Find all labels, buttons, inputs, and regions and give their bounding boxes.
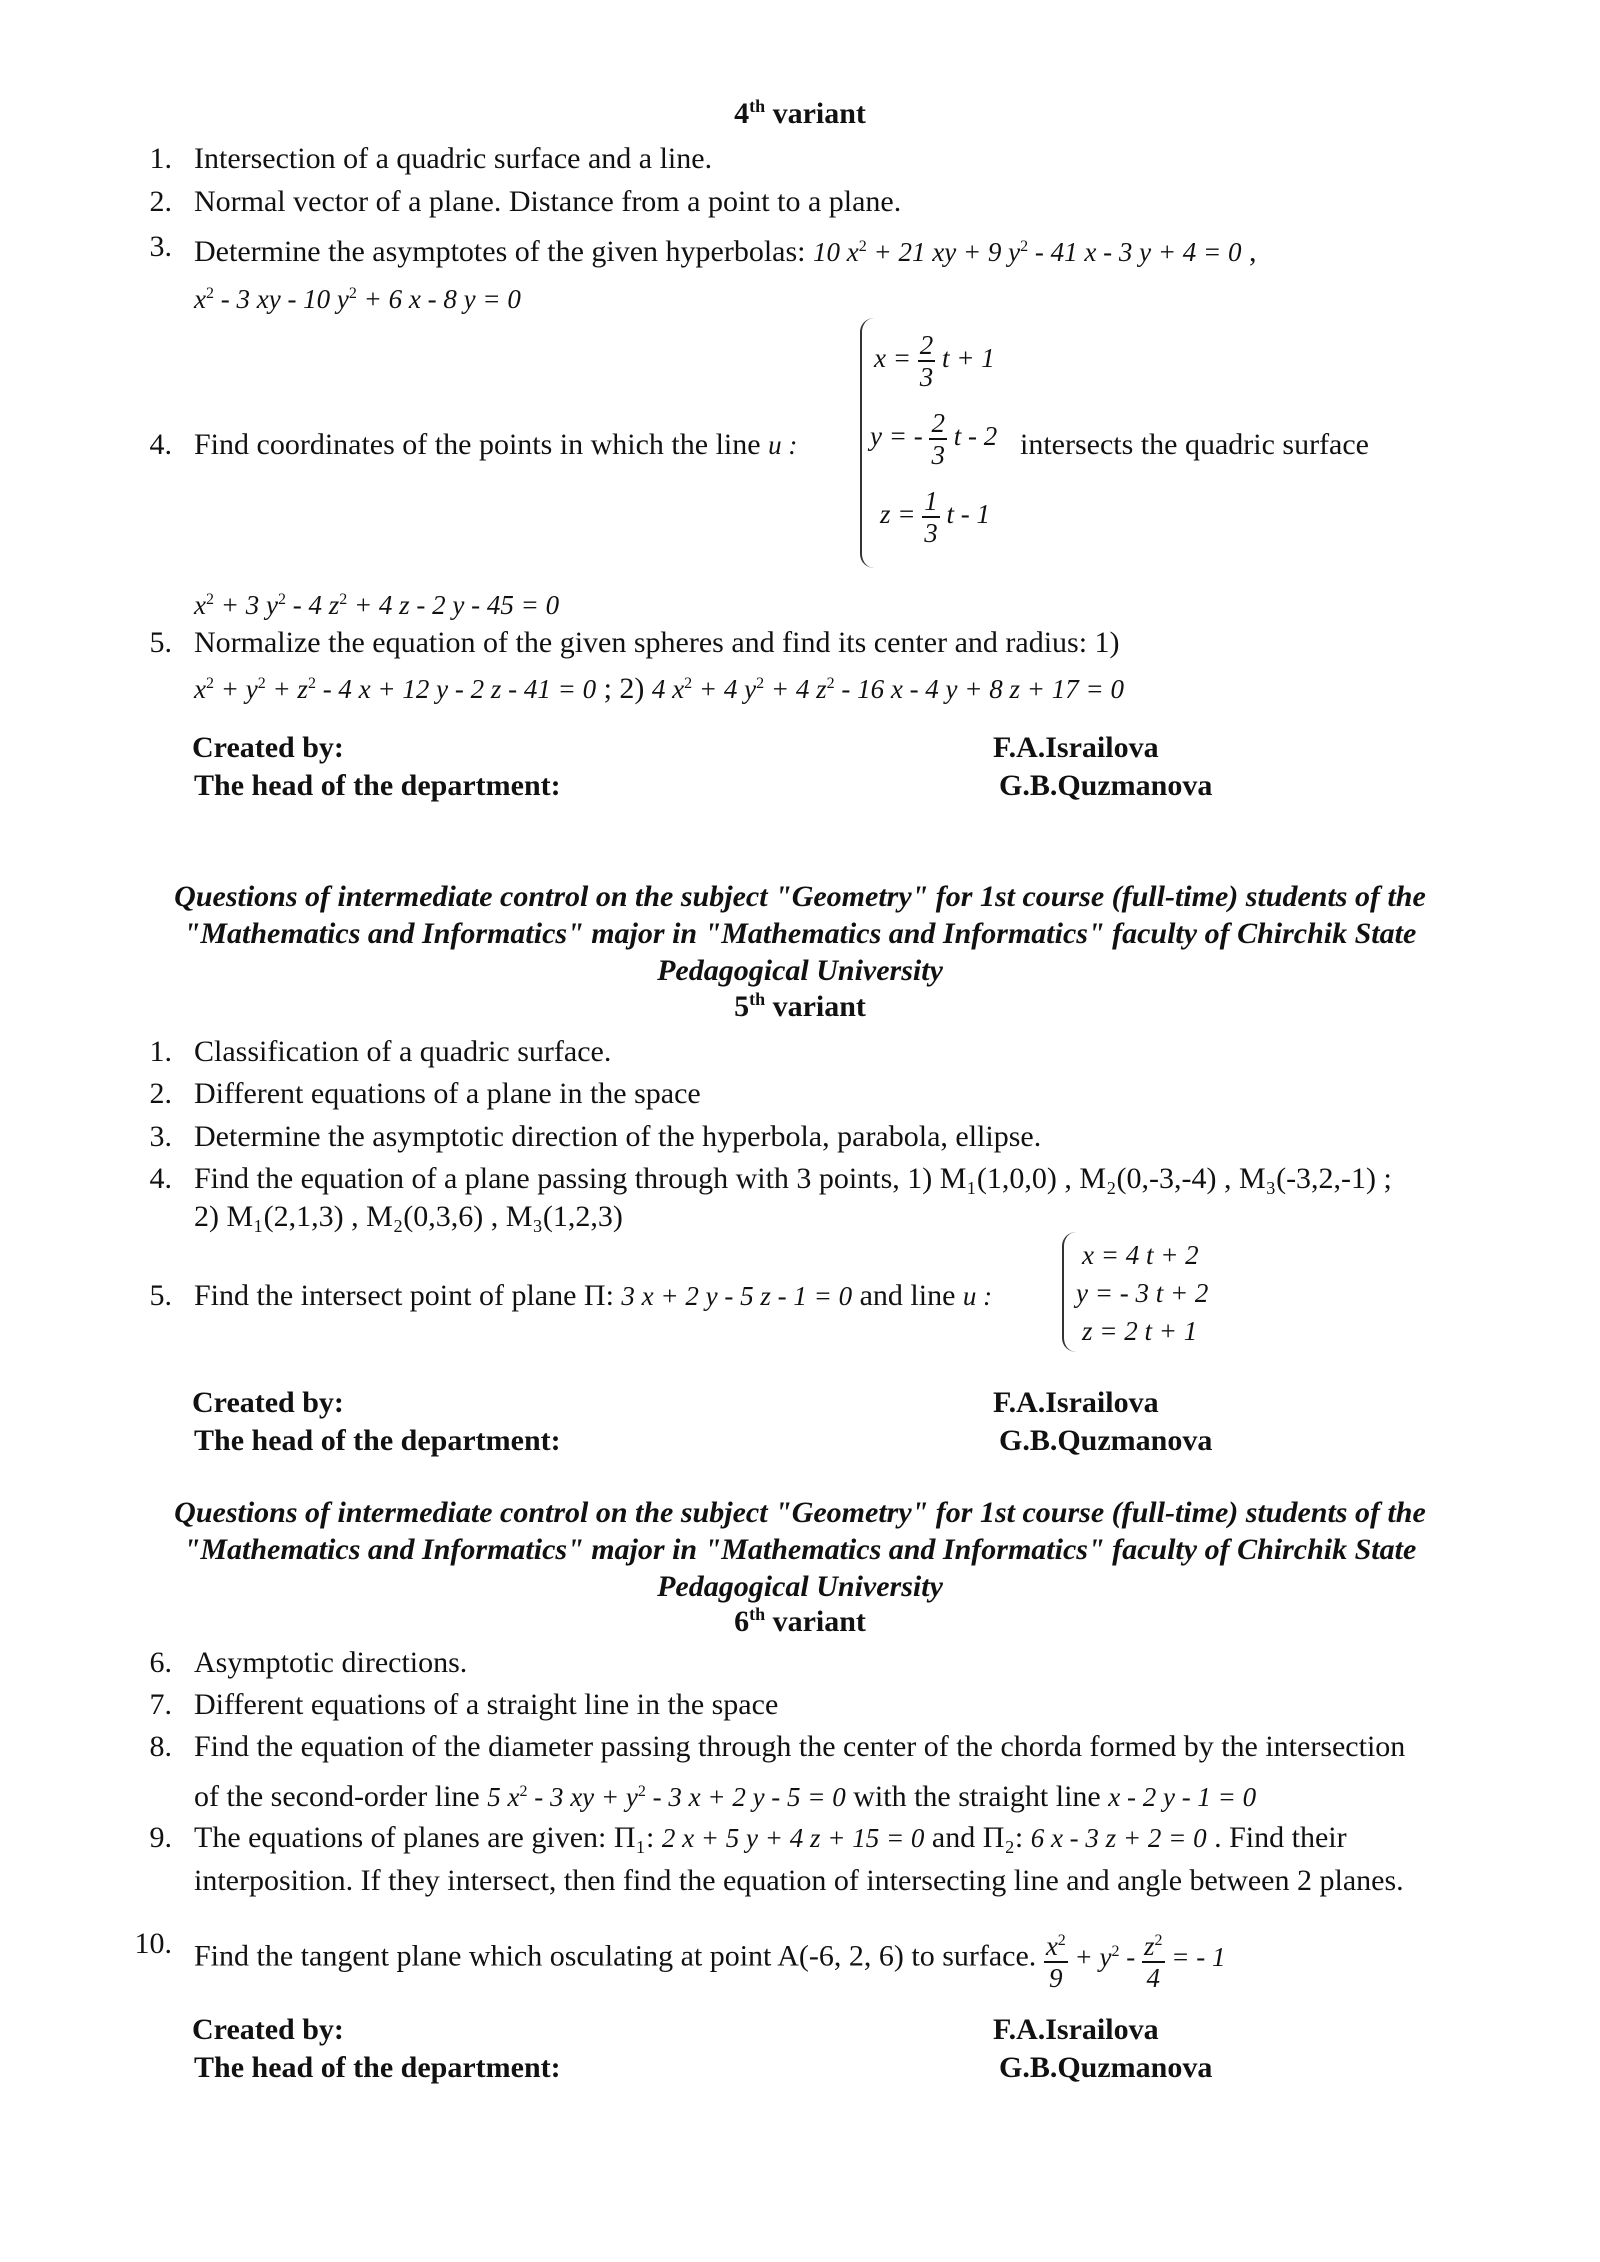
plane-2-equation: 6 x - 3 z + 2 = 0 [1030, 1823, 1207, 1853]
created-by-name: F.A.Israilova [993, 1386, 1159, 1419]
straight-line-equation: x - 2 y - 1 = 0 [1108, 1782, 1257, 1812]
plane-1-equation: 2 x + 5 y + 4 z + 15 = 0 [661, 1823, 925, 1853]
created-by-name: F.A.Israilova [993, 731, 1159, 764]
hyperbola-equation-1: 10 $x^2 + 21$ xy + 9 $y^2 - 41$ x - 3 y + 4 = 0 [813, 237, 1242, 267]
section-header: Questions of intermediate control on the subject "Geometry" for 1st course (full-time) students of the "Mathematics and Informatics" major in "Mathematics and Informatics" faculty of Chirchik State Pedagogical University [174, 880, 1426, 987]
document-page: 4th variant 1. Intersection of a quadric surface and a line. 2. Normal vector of a plane. Distance from a point to a plane. 3. Determine the asymptotes of the given hyperbolas: 10 $x^2 + 21$ xy + 9 $y^2 - 41$ x - 3 y + 4 = 0 , $x^2 - 3$ xy - 10 $y^2 + 6$ x - 8 y = 0 4. Find coordinates of the points in which the line u : intersects the quadric surface x = $\frac{2}{3}$ t + 1 y = - $\frac{2}{3}$ t - 2 z = $\frac{1}{3}$ t - 1 $x^2 + 3$ $y^2 - 4$ $z^2 + 4$ z - 2 y - 45 = 0 5. Normalize the equation of the given spheres and find its center and radius: 1) $x^2 + y^2 + z^2 - 4$ x + 12 y - 2 z - 41 = 0 ; 2) 4 $x^2 + 4$ $y^2 + 4$ $z^2 - 16$ x - 4 y + 8 z + 17 = 0 Created by: F.A.Israilova The head of the department: G.B.Quzmanova Questions of intermediate control on the subject "Geometry" for 1st course (full-time) students of the "Mathematics and Informatics" major in "Mathematics and Informatics" faculty of Chirchik State Pedagogical University 5th variant 1. Classification of a quadric surface. 2. Different equations of a plane in the space 3. Determine the asymptotic direction of the hyperbola, parabola, ellipse. 4. Find the equation of a plane passing through with 3 points, 1) M₁(1,0,0) , M₂(0,-3,-4) , M₃(-3,2,-1) ; 2) M₁(2,1,3) , M₂(0,3,6) , M₃(1,2,3) 5. Find the intersect point of plane Π: 3 x + 2 y - 5 z - 1 = 0 and line u : x = 4 t + 2 y = - 3 t + 2 z = 2 t + 1 Created by: F.A.Israilova The head of the department: G.B.Quzmanova Questions of intermediate control on the subject "Geometry" for 1st course (full-time) students of the "Mathematics and Informatics" major in "Mathematics and Informatics" faculty of Chirchik State Pedagogical University 6th variant 6. Asymptotic directions. 7. Different equations of a straight line in the space 8. Find the equation of the diameter passing through the center of the chorda formed by the intersection of the second-order line 5 $x^2 - 3$ xy + $y^2 - 3$ x + 2 y - 5 = 0 with the straight line x - 2 y - 1 = 0 9. The equations of planes are given: Π₁: 2 x + 5 y + 4 z + 15 = 0 and Π₂: 6 x - 3 z + 2 = 0 . Find their interposition. If they intersect, then find the equation of intersecting line and angle between 2 planes. 10. Find the tangent plane which osculating at point A(-6, 2, 6) to surface. $\frac{x^2}{9}$ + $y^2$ - $\frac{z^2}{4}$ = - 1 Created by: F.A.Israilova The head of the department: G.B.Quzmanova [0, 0, 1600, 2262]
line-equation-x: x = $\frac{2}{3}$ t + 1 [874, 330, 995, 392]
variant-5-title: 5th variant [734, 989, 866, 1023]
created-by-name: F.A.Israilova [993, 2013, 1159, 2046]
second-order-line-equation: 5 $x^2 - 3$ xy + $y^2 - 3$ x + 2 y - 5 = 0 [487, 1782, 846, 1812]
line-equation-z: z = $\frac{1}{3}$ t - 1 [880, 486, 990, 548]
line-equation-y: y = - $\frac{2}{3}$ t - 2 [870, 408, 998, 470]
quadric-surface-equation: $x^2 + 3$ $y^2 - 4$ $z^2 + 4$ z - 2 y - 45 = 0 [194, 590, 560, 620]
line-equation-x: x = 4 t + 2 [1082, 1240, 1199, 1270]
sphere-equation-2: 4 $x^2 + 4$ $y^2 + 4$ $z^2 - 16$ x - 4 y + 8 z + 17 = 0 [651, 674, 1124, 704]
system-brace [1062, 1232, 1076, 1352]
head-of-department-label: The head of the department: [194, 769, 561, 802]
created-by-label: Created by: [192, 1386, 344, 1419]
variant-6-title: 6th variant [734, 1604, 866, 1638]
head-of-department-name: G.B.Quzmanova [999, 2051, 1213, 2084]
line-equation-z: z = 2 t + 1 [1082, 1316, 1198, 1346]
head-of-department-name: G.B.Quzmanova [999, 769, 1213, 802]
created-by-label: Created by: [192, 731, 344, 764]
head-of-department-label: The head of the department: [194, 2051, 561, 2084]
hyperbola-equation-2: $x^2 - 3$ xy - 10 $y^2 + 6$ x - 8 y = 0 [194, 284, 521, 314]
surface-equation: $\frac{x^2}{9}$ + $y^2$ - $\frac{z^2}{4}$ = - 1 [1044, 1942, 1226, 1972]
sphere-equation-1: $x^2 + y^2 + z^2 - 4$ x + 12 y - 2 z - 41 = 0 [194, 674, 597, 704]
line-equation-y: y = - 3 t + 2 [1076, 1278, 1209, 1308]
section-header: Questions of intermediate control on the subject "Geometry" for 1st course (full-time) students of the "Mathematics and Informatics" major in "Mathematics and Informatics" faculty of Chirchik State Pedagogical University [174, 1496, 1426, 1603]
head-of-department-label: The head of the department: [194, 1424, 561, 1457]
created-by-label: Created by: [192, 2013, 344, 2046]
plane-equation: 3 x + 2 y - 5 z - 1 = 0 [621, 1281, 853, 1311]
variant-4-title: 4th variant [734, 96, 866, 130]
head-of-department-name: G.B.Quzmanova [999, 1424, 1213, 1457]
